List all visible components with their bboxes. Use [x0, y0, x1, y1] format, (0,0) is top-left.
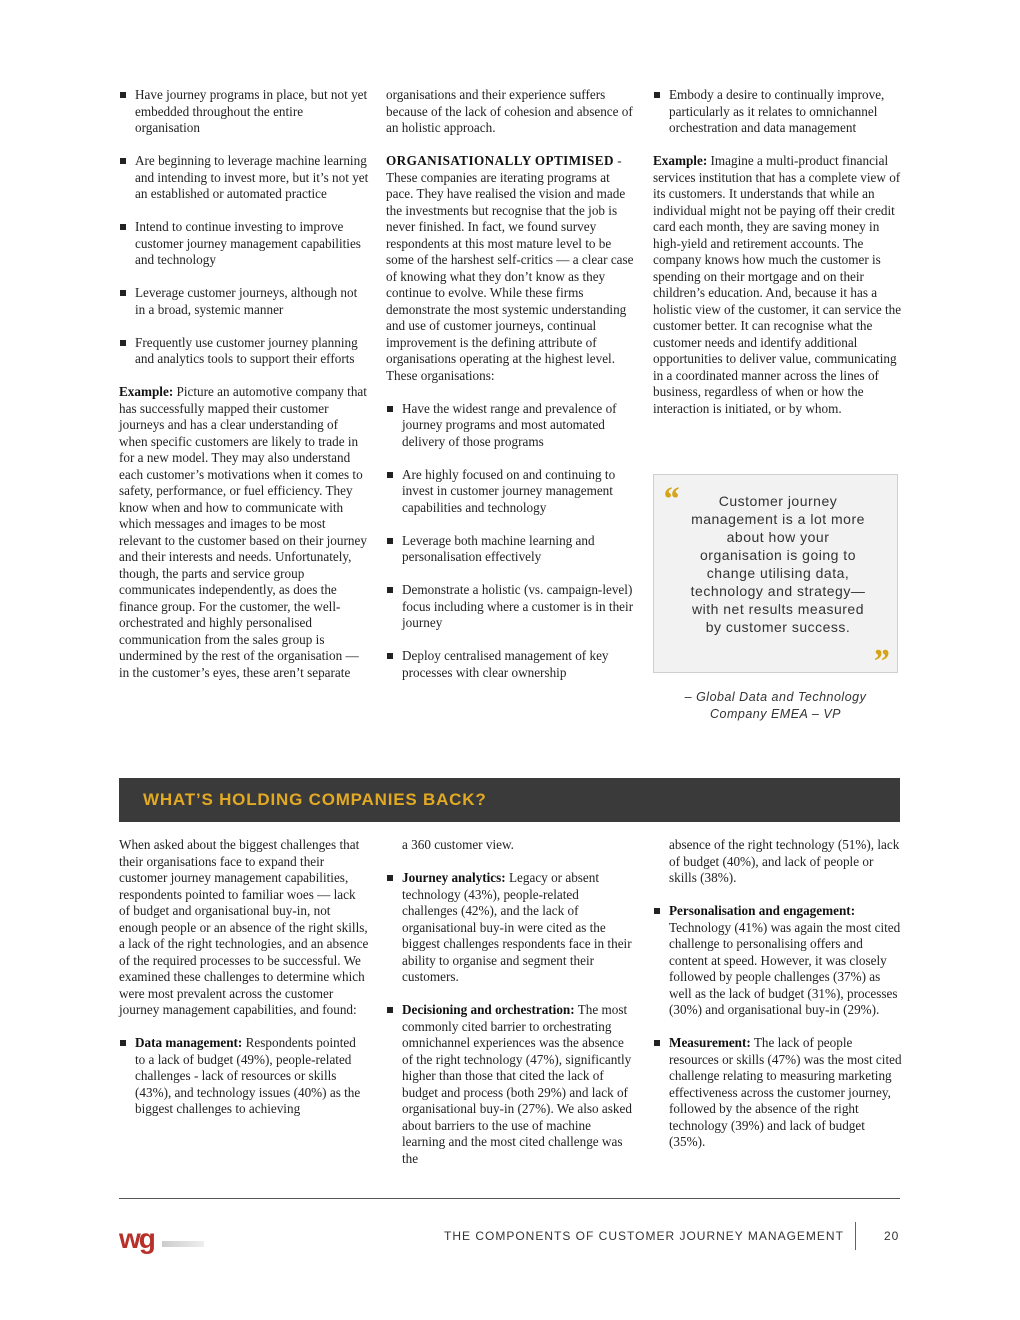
bullet-text: Technology (41%) was again the most cited challenge to personalising offers and content at speed. However, it was closely followed by people challenges (37%) as well as the lack of budget (31%), processes (30%) and organisational buy-in (29%). [669, 919, 901, 1017]
col2-bottom [386, 837, 636, 1184]
bullet-label: Journey analytics: [402, 870, 506, 885]
list-item: Deploy centralised management of key processes with clear ownership [386, 648, 636, 681]
col1-top [119, 87, 369, 698]
col3-top [653, 87, 903, 434]
list-item: Are highly focused on and continuing to invest in customer journey management capabilities and technology [386, 467, 636, 517]
example-text: Imagine a multi-product financial services institution that has a complete view of its customers. It understands that while an individual might not be paying off their credit card each month, they are saving money in high-yield and retirement accounts. The company knows how much the customer is spending on their mortgage and on their children’s education. And, because it has a holistic view of the customer, it can service the customer better. It can recognise what the customer needs and identify additional opportunities to deliver value, communicating in a coordinated manner across the lines of business, regardless of when or how the interaction is initiated, or by whom. [653, 153, 902, 416]
section-banner [119, 778, 900, 822]
example-label: Example: [119, 384, 174, 399]
continuation-text: a 360 customer view. [402, 837, 514, 852]
bullet-label: Data management: [135, 1035, 243, 1050]
footer-title: THE COMPONENTS OF CUSTOMER JOURNEY MANAGEMENT [444, 1229, 844, 1243]
bullet-label: Decisioning and orchestration: [402, 1002, 575, 1017]
quote-attribution [653, 689, 898, 723]
list-item [653, 903, 903, 1019]
list-item [653, 1035, 903, 1151]
page-number: 20 [884, 1229, 900, 1243]
section-heading: ORGANISATIONALLY OPTIMISED [386, 153, 614, 168]
bullet-text: Respondents pointed to a lack of budget (49%), people-related challenges - lack of resources or skills (43%), and technology issues (40%) as the biggest challenges to achieving [135, 1035, 361, 1116]
list-item: Are beginning to leverage machine learning and intending to invest more, but it’s not yet an established or automated practice [119, 153, 369, 203]
list-item: Have journey programs in place, but not yet embedded throughout the entire organisation [119, 87, 369, 137]
bullet-text: The most commonly cited barrier to orchestrating omnichannel experiences was the absence of the right technology (47%), significantly higher than those that cited the lack of budget and process (both 29%) and lack of organisational buy-in (27%). We also asked about barriers to the use of machine learning and the most cited challenge was the [402, 1002, 632, 1166]
logo-wordmark-icon [162, 1241, 204, 1247]
section-title: WHAT’S HOLDING COMPANIES BACK? [143, 790, 487, 809]
list-item: Leverage customer journeys, although not in a broad, systemic manner [119, 285, 369, 318]
open-quote-icon: “ [662, 481, 679, 518]
list-item: Have the widest range and prevalence of journey programs and most automated delivery of those programs [386, 401, 636, 451]
financial-example [653, 153, 903, 417]
company-logo [119, 1224, 204, 1254]
optimised-bullet-list-cont [653, 87, 903, 137]
list-item: Embody a desire to continually improve, particularly as it relates to omnichannel orchestration and data management [653, 87, 903, 137]
challenges-intro: When asked about the biggest challenges that their organisations face to expand their customer journey management capabilities, respondents pointed to familiar woes — lack of budget and organisational buy-in, not enough people or an absence of the right skills, a lack of the right technologies, and an absence of the required processes to be successful. We examined these challenges to determine which were most prevalent across the customer journey management capabilities, and found: [119, 837, 369, 1017]
challenges-list [119, 1035, 369, 1118]
footer-divider [119, 1198, 900, 1199]
continuation-paragraph: organisations and their experience suffers because of the lack of cohesion and absence of an holistic approach. [386, 87, 633, 135]
continuation-text: absence of the right technology (51%), lack of budget (40%), and lack of people or skills (38%). [669, 837, 900, 885]
automotive-example [119, 384, 369, 681]
challenges-list [386, 870, 636, 1167]
optimised-text: - These companies are iterating programs at pace. They have realised the vision and made the investments but recognise that the job is never finished. In fact, we found survey respondents at this most mature level to be some of the harshest self-critics — a clear case of knowing what they don’t know as they continue to evolve. While these firms demonstrate the most systemic understanding and use of customer journeys, continual improvement is the defining attribute of organisations operating at the highest level. These organisations: [386, 153, 634, 383]
logo-mark: wg [119, 1223, 154, 1254]
attribution-line: Company EMEA – VP [709, 707, 841, 721]
challenges-list [653, 903, 903, 1151]
bullet-label: Measurement: [669, 1035, 751, 1050]
list-item: Leverage both machine learning and personalisation effectively [386, 533, 636, 566]
bullet-label: Personalisation and engagement: [669, 903, 856, 918]
close-quote-icon: ” [872, 643, 889, 680]
list-item: Intend to continue investing to improve customer journey management capabilities and technology [119, 219, 369, 269]
footer-separator [855, 1222, 856, 1250]
list-item [119, 1035, 369, 1118]
list-item: Frequently use customer journey planning and analytics tools to support their efforts [119, 335, 369, 368]
list-item [386, 870, 636, 986]
list-item [386, 1002, 636, 1167]
col3-bottom [653, 837, 903, 1167]
quote-text: Customer journey management is a lot more about how your organisation is going to change utilising data, technology and strategy—with net results measured by customer success. [690, 493, 866, 635]
col1-bottom [119, 837, 369, 1134]
optimised-bullet-list [386, 401, 636, 682]
col2-top [386, 87, 636, 698]
example-text: Picture an automotive company that has successfully mapped their customer journeys and has a clear understanding of when specific customers are likely to trade in for a new model. They may also understand each customer’s motivations when it comes to safety, performance, or fuel efficiency. They know when and how to communicate with which messages and images to be most relevant to the customer based on their journey and their interests and needs. Unfortunately, though, the parts and service group communicates independently, as does the finance group. For the customer, the well-orchestrated and highly personalised communication from the sales group is undermined by the rest of the organisation — in the customer’s eyes, these aren’t separate [119, 384, 367, 680]
optimised-paragraph [386, 153, 636, 384]
pull-quote [653, 474, 898, 680]
attribution-line: – Global Data and Technology [684, 690, 867, 704]
bullet-text: Legacy or absent technology (43%), people-related challenges (42%), and the lack of organisational buy-in were cited as the biggest challenges respondents face in their ability to organise and segment their customers. [402, 870, 632, 984]
maturity-bullet-list [119, 87, 369, 368]
example-label: Example: [653, 153, 708, 168]
bullet-text: The lack of people resources or skills (47%) was the most cited challenge relating to measuring marketing effectiveness across the customer journey, followed by the absence of the right technology (39%) and lack of budget (35%). [669, 1035, 902, 1149]
list-item: Demonstrate a holistic (vs. campaign-level) focus including where a customer is in their journey [386, 582, 636, 632]
